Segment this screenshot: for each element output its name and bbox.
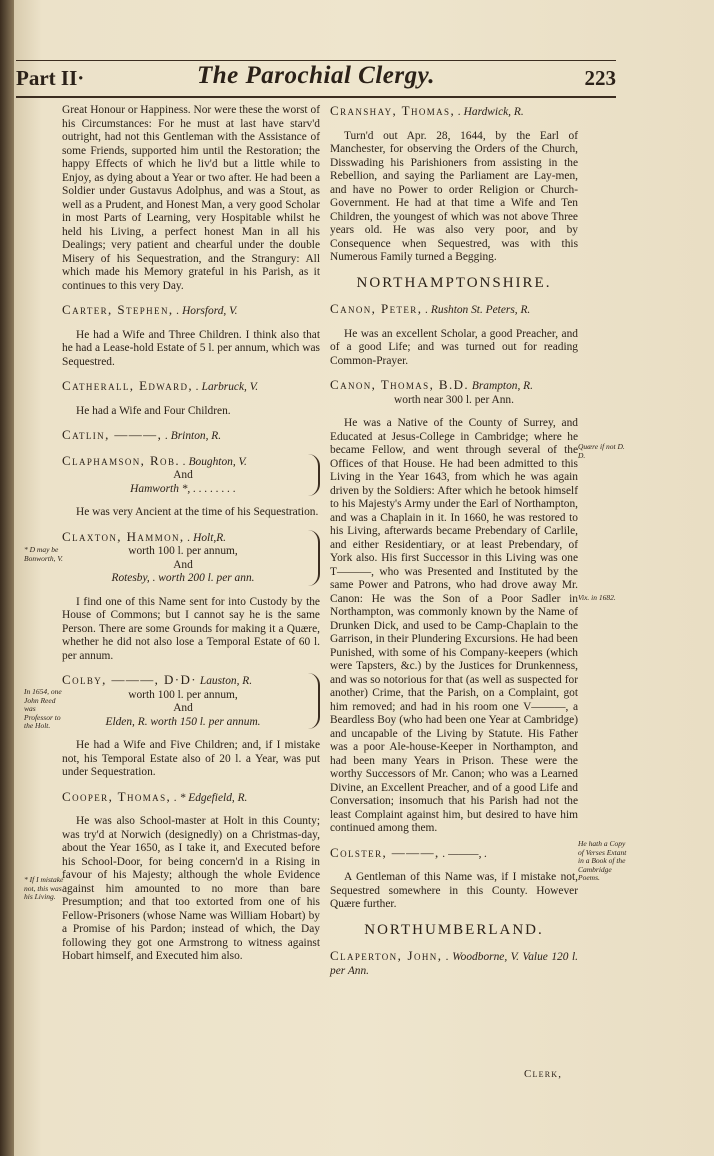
entry-and: And — [173, 558, 193, 571]
entry-name: Canon, Peter, — [330, 301, 423, 316]
entry-cooper — [62, 790, 320, 806]
margin-note: Vix. in 1682. — [578, 593, 616, 602]
entry-claphamson — [62, 454, 320, 497]
paragraph: I find one of this Name sent for into Custody by the House of Commons; but I cannot say he is the same Person. There are some Grounds for making it a Quære, whether he did not also lose a Temporal Estate of 60 l. per annum. — [62, 595, 320, 662]
entry-name: Claperton, John, — [330, 948, 443, 963]
entry-colby — [62, 673, 320, 729]
section-heading: NORTHUMBERLAND. — [364, 921, 544, 938]
entry-place-2: Hamworth *, . . . . . . . . — [130, 482, 236, 495]
paragraph: He was an excellent Scholar, a good Preacher, and of a good Life; and was turned out for reading Common-Prayer. — [330, 327, 578, 367]
entry-place: Brampton, R. — [471, 380, 533, 392]
entry-worth: worth 100 l. per annum, — [128, 545, 238, 557]
page-number: 223 — [584, 66, 616, 90]
entry-place: . Hardwick, R. — [457, 106, 524, 118]
entry-name: Catherall, Edward, — [62, 378, 194, 393]
entry-worth: worth 100 l. per annum, — [128, 688, 238, 701]
entry-place: . Brinton, R. — [165, 430, 222, 442]
paragraph: Great Honour or Happiness. Nor were these the worst of his Circumstances: For he must at last have starv'd outright, had not this Gentleman with the Assistance of some Friends, supported him until the Restoration; the happy Effects of which he liv'd but a little while to Enjoy, as dying about a Year or two after. He had been a Soldier under Gustavus Adolphus, and was a Stout, as well as a Prudent, and Honest Man, a very good Scholar in most Parts of Learning, very Hospitable whilst he held his Living, a perfect honest Man in all his Dealings; very patient and chearful under the double Misery of his Sequestration, and the Strangury: All which made his Memory grateful in his Parish, as it continues to this very Day. — [62, 104, 320, 292]
margin-note: * If I mistake not, this was his Living. — [24, 875, 64, 901]
margin-note: He hath a Copy of Verses Extant in a Book of the Cambridge Poems. — [578, 839, 627, 882]
entry-carter — [62, 303, 320, 319]
running-header — [16, 60, 616, 96]
entry-place-2: Rotesby, . worth 200 l. per ann. — [111, 572, 255, 584]
paragraph: He had a Wife and Five Children; and, if I mistake not, his Temporal Estate also of 20 l. a Year, was put under Sequestration. — [62, 739, 320, 778]
entry-place: . Horsford, V. — [176, 305, 238, 317]
entry-claperton — [330, 949, 578, 978]
paragraph: Turn'd out Apr. 28, 1644, by the Earl of Manchester, for observing the Orders of the Church, Disswading his Parishioners from assisting in the Rebellion, and saying the Parliament are Lay-men, and have no Power to order Religion or Church-Government. He had at that time a Wife and Ten Children, the youngest of which was not above Three years old. He was also very poor, and by Consequence when Sequestred, was with this Numerous Family turned a Begging. — [330, 129, 578, 263]
entry-claxton — [62, 530, 320, 586]
entry-name: Canon, Thomas, B.D. — [330, 377, 470, 392]
entry-name: Claxton, Hammon, — [62, 528, 185, 544]
entry-catlin — [62, 428, 320, 444]
entry-worth: worth near 300 l. per Ann. — [394, 393, 514, 406]
section-heading: NORTHAMPTONSHIRE. — [356, 274, 552, 291]
paragraph: He had a Wife and Four Children. — [76, 404, 231, 417]
left-column — [62, 104, 320, 974]
entry-catherall — [62, 379, 320, 395]
entry-canon-peter — [330, 302, 578, 318]
paragraph: He had a Wife and Three Children. I think also that he had a Lease-hold Estate of 5 l. per annum, which was Sequestred. — [62, 328, 320, 368]
right-column — [330, 104, 578, 988]
brace — [308, 673, 320, 729]
header-rule-bottom — [16, 96, 616, 98]
entry-and: And — [173, 702, 193, 714]
entry-name: Cranshay, Thomas, — [330, 103, 456, 118]
entry-name: Catlin, ———, — [62, 427, 163, 442]
page-title: The Parochial Clergy. — [196, 62, 436, 89]
entry-name: Colster, ———, — [330, 844, 440, 860]
paragraph: He was very Ancient at the time of his Sequestration. — [76, 506, 319, 518]
entry-place: . Holt,R. — [187, 531, 227, 544]
paragraph: He was also School-master at Holt in this County; was try'd at Norwich (designedly) on a Christmas-day, about the Year 1650, as I take it, and Executed before his School-Door, for being concern'd in a Rising in favour of his Majesty; although the whole Evidence against him amounted to no more than bare Presumption; and that too extorted from one of his Fellow-Prisoners (whose Name was William Hobart) by a Promise of his Pardon; instead of which, the Day following they got one Armstrong to witness against Hobart himself, and Executed him also. — [62, 815, 320, 962]
entry-place: Lauston, R. — [199, 675, 253, 687]
entry-name: Colby, ———, D·D· — [62, 672, 198, 687]
brace — [308, 530, 320, 586]
entry-place: . Woodborne, V. Value 120 l. per Ann. — [330, 951, 578, 977]
entry-colster — [330, 846, 578, 862]
paragraph: He was a Native of the County of Surrey, and Educated at Jesus-College in Cambridge; where he became Fellow, and went through several of the Offices of that House. He had been admitted to this Living in the Year 1643, from which he was again driven by the Soldiers: After which he betook himself to his Majesty's Army under the Earl of Northampton, and was a Chaplain in it. In 1660, he was restored to his Living, afterwards became Prebendary of Carlile, and either Residentiary, or at least Prebendary, of York also. His first Successor in this Living was one T———, who was Presented and Instituted by the same Power and Patrons, who had drove away Mr. Canon: He was the Son of a Poor Sadler in Northampton, was commonly known by the Name of Drunken Dick, and used to be Camp-Chaplain to the Garrison, in their Plundering Excursions. He had been Punished, with some of his Company-keepers (which were Tapsters, &c.) by the Justices for Drunkenness, and was so notorious for that (as well as suspected for another) Crime, that the Parish, on a Complaint, got him removed; and had in his room one V———, a Beardless Boy (who had been one Year at Cambridge) and uncapable of the Living by Statute. His Father was a poor Ale-house-Keeper in Northampton, and had been many Years in Prison. These were the worthy Successors of Mr. Canon; who was a Learned Divine, an Excellent Preacher, and of a good Life and Conversation; insomuch that his Parish had not the least Complaint against him, but desired to have him continued among them. — [330, 417, 578, 834]
entry-name: Carter, Stephen, — [62, 302, 174, 317]
paragraph: A Gentleman of this Name was, if I mistake not, Sequestred somewhere in this County. However Quære further. — [330, 871, 578, 910]
entry-canon-thomas — [330, 378, 578, 407]
entry-place-2: Elden, R. worth 150 l. per annum. — [105, 715, 261, 728]
entry-place: . * Edgefield, R. — [174, 791, 248, 804]
margin-note: In 1654, one John Reed was Professor to the Holt. — [24, 687, 62, 730]
entry-cranshay — [330, 104, 578, 120]
brace — [308, 454, 320, 497]
part-label: Part II· — [16, 66, 85, 90]
page-gutter — [0, 0, 14, 1156]
catchword: Clerk, — [524, 1068, 563, 1080]
entry-and: And — [173, 469, 193, 481]
entry-place: . Rushton St. Peters, R. — [425, 304, 531, 316]
entry-place: . Boughton, V. — [182, 455, 247, 468]
entry-place: . Larbruck, V. — [195, 381, 259, 393]
entry-place: . ———, . — [442, 847, 488, 860]
margin-note: Quære if not D. D. — [578, 442, 625, 460]
entry-name: Claphamson, Rob. — [62, 452, 181, 468]
margin-note: * D may be Bonworth, V. — [24, 545, 63, 563]
entry-name: Cooper, Thomas, — [62, 788, 172, 804]
